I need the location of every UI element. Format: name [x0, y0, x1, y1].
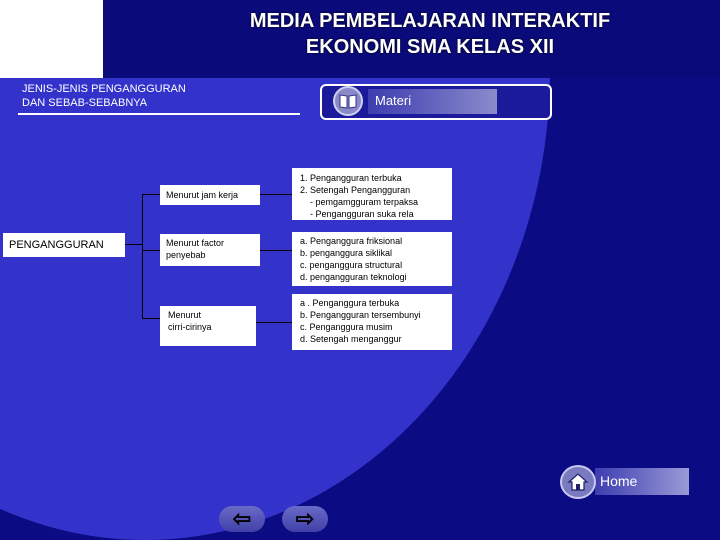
detail-line: a . Penganggura terbuka	[300, 298, 400, 308]
next-button[interactable]	[282, 506, 328, 532]
title-line-1: MEDIA PEMBELAJARAN INTERAKTIF	[249, 10, 611, 32]
logo-area	[0, 0, 103, 78]
connector	[260, 250, 292, 251]
arrow-left-icon: ⇦	[232, 506, 252, 531]
root-node: PENGANGGURAN	[3, 233, 125, 257]
connector	[142, 250, 160, 251]
detail-line: c. Penganggura musim	[300, 322, 393, 332]
page-title	[210, 8, 650, 60]
detail-line: d. pengangguran teknologi	[300, 272, 407, 282]
category-node: Menurut cirri-cirinya	[160, 306, 256, 346]
detail-line: a. Penganggura friksional	[300, 236, 403, 246]
detail-node	[292, 294, 452, 350]
back-button[interactable]	[219, 506, 265, 532]
home-label[interactable]: Home	[600, 473, 638, 489]
connector	[142, 194, 160, 195]
detail-line: - Pengangguran suka rela	[310, 209, 414, 219]
detail-line: c. penganggura structural	[300, 260, 403, 270]
subtitle-line-2: DAN SEBAB-SEBABNYA	[22, 97, 148, 109]
connector	[142, 318, 160, 319]
home-icon[interactable]	[560, 465, 596, 499]
detail-node	[292, 168, 452, 220]
detail-node	[292, 232, 452, 286]
connector	[260, 194, 292, 195]
book-icon[interactable]	[333, 86, 363, 116]
detail-line: 2. Setengah Pengangguran	[300, 185, 411, 195]
subtitle-line-1: JENIS-JENIS PENGANGGURAN	[22, 83, 186, 95]
detail-line: b. penganggura siklikal	[300, 248, 393, 258]
connector	[125, 244, 142, 245]
section-subtitle	[22, 82, 302, 110]
materi-label: Materi	[375, 93, 412, 108]
detail-line: - pemgamgguram terpaksa	[310, 197, 419, 207]
subtitle-underline	[18, 113, 300, 115]
detail-line: d. Setengah menganggur	[300, 334, 402, 344]
category-node: Menurut jam kerja	[160, 185, 260, 205]
title-line-2: EKONOMI SMA KELAS XII	[305, 36, 555, 58]
connector	[142, 194, 143, 318]
detail-line: 1. Pengangguran terbuka	[300, 173, 402, 183]
category-node: Menurut factor penyebab	[160, 234, 260, 266]
arrow-right-icon: ⇨	[295, 506, 315, 531]
connector	[256, 322, 292, 323]
detail-line: b. Pengangguran tersembunyi	[300, 310, 421, 320]
